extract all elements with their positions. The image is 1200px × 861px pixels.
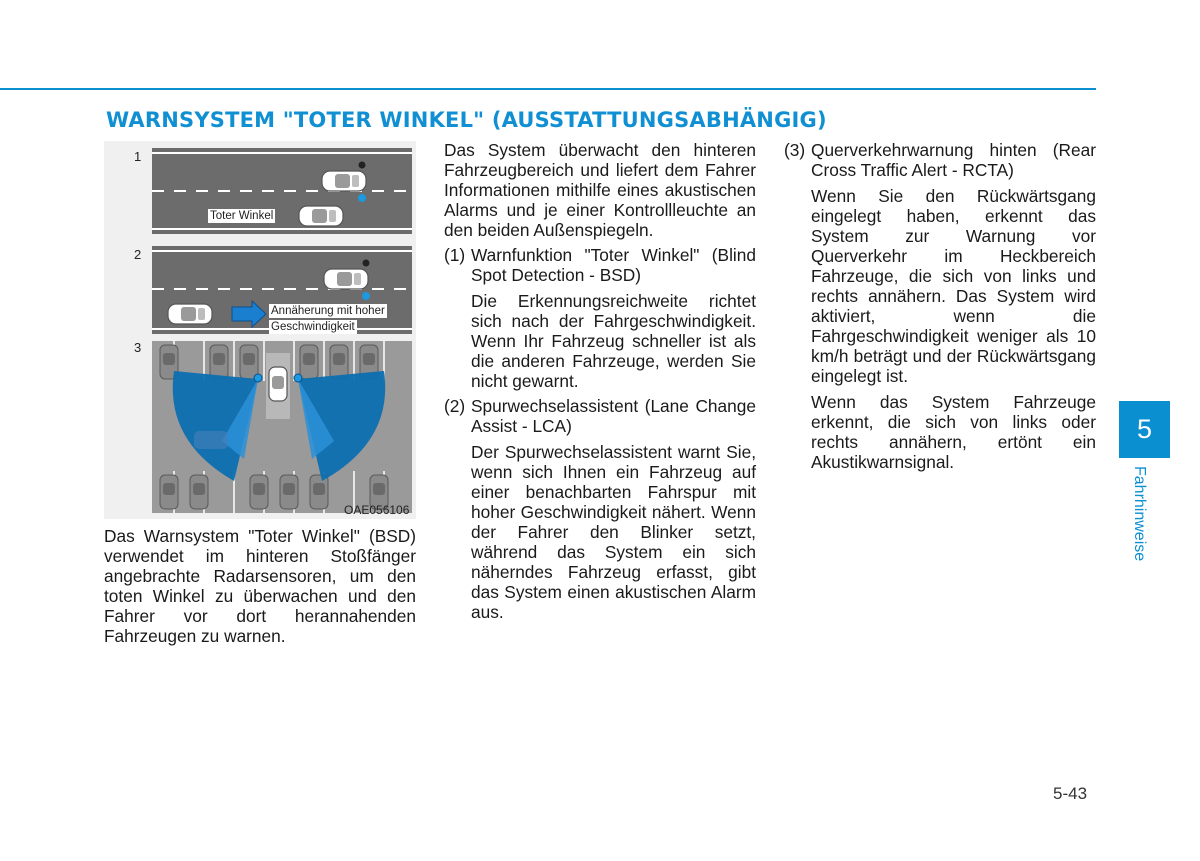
rcta-description-2: Wenn das System Fahrzeuge erkennt, die sich von links oder rechts annähern, ertönt ein Akustikwarnsignal. [811,392,1096,472]
figure-panel-2-number: 2 [134,247,142,262]
list-item-title: Warnfunktion "Toter Winkel" (Blind Spot Detection - BSD) [471,245,756,285]
list-item-title: Spurwechselassistent (Lane Change Assist - LCA) [471,396,756,436]
label-approach-line1: Annäherung mit hoher [271,305,385,317]
section-heading: WARNSYSTEM "TOTER WINKEL" (AUSSTATTUNGSABHÄNGIG) [106,108,827,132]
list-item-number: (1) [444,245,466,265]
figure-code: OAE056106 [344,503,410,517]
page-number: 5-43 [1053,784,1088,803]
bsd-description: Die Erkennungsreichweite richtet sich nach der Fahrgeschwindigkeit. Wenn Ihr Fahrzeug schneller ist als die anderen Fahrzeuge, werden Sie nicht gewarnt. [471,291,756,391]
bsd-intro-paragraph: Das Warnsystem "Toter Winkel" (BSD) verwendet im hinteren Stoßfänger angebrachte Radarsensoren, um den toten Winkel zu überwachen und den Fahrer vor dort herannahenden Fahrzeugen zu warnen. [104,526,416,646]
chapter-tab: 5 [1119,401,1170,458]
system-intro-paragraph: Das System überwacht den hinteren Fahrzeugbereich und liefert dem Fahrer Informationen mithilfe eines akustischen Alarms und je einer Kontrollleuchte an den beiden Außenspiegeln. [444,140,756,240]
list-item-rcta [784,140,1096,180]
chapter-side-label [1128,466,1148,576]
middle-column [444,140,756,622]
label-approach-line2: Geschwindigkeit [271,321,355,333]
panel-1-road [152,148,412,234]
figure-panel-1-number: 1 [134,149,142,164]
left-column [104,526,416,646]
rcta-description-1: Wenn Sie den Rückwärtsgang eingelegt haben, erkennt das System zur Warnung vor Querverkehr im Heckbereich Fahrzeuge, die sich von links und rechts annähern. Das System wird aktiviert, wenn die Fahrgeschwindigkeit weniger als 10 km/h beträgt und der Rückwärtsgang eingelegt ist. [811,186,1096,386]
list-item-number: (3) [784,140,806,160]
right-column [784,140,1096,472]
list-item-lca [444,396,756,436]
label-blind-spot: Toter Winkel [210,210,274,222]
bsd-diagram [104,141,416,519]
top-rule [0,88,1096,90]
figure-panel-3-number: 3 [134,340,142,355]
chapter-label-text: Fahrhinweise [1131,466,1148,562]
list-item-bsd [444,245,756,285]
lca-description: Der Spurwechselassistent warnt Sie, wenn sich Ihnen ein Fahrzeug auf einer benachbarten Fahrspur mit hoher Geschwindigkeit nähert. Wenn der Fahrer den Blinker setzt, während das System ein sich näherndes Fahrzeug erfasst, gibt das System einen akustischen Alarm aus. [471,442,756,622]
bsd-illustration [104,141,416,519]
panel-3-parking [152,341,412,513]
list-item-number: (2) [444,396,466,416]
list-item-title: Querverkehrwarnung hinten (Rear Cross Traffic Alert - RCTA) [811,140,1096,180]
